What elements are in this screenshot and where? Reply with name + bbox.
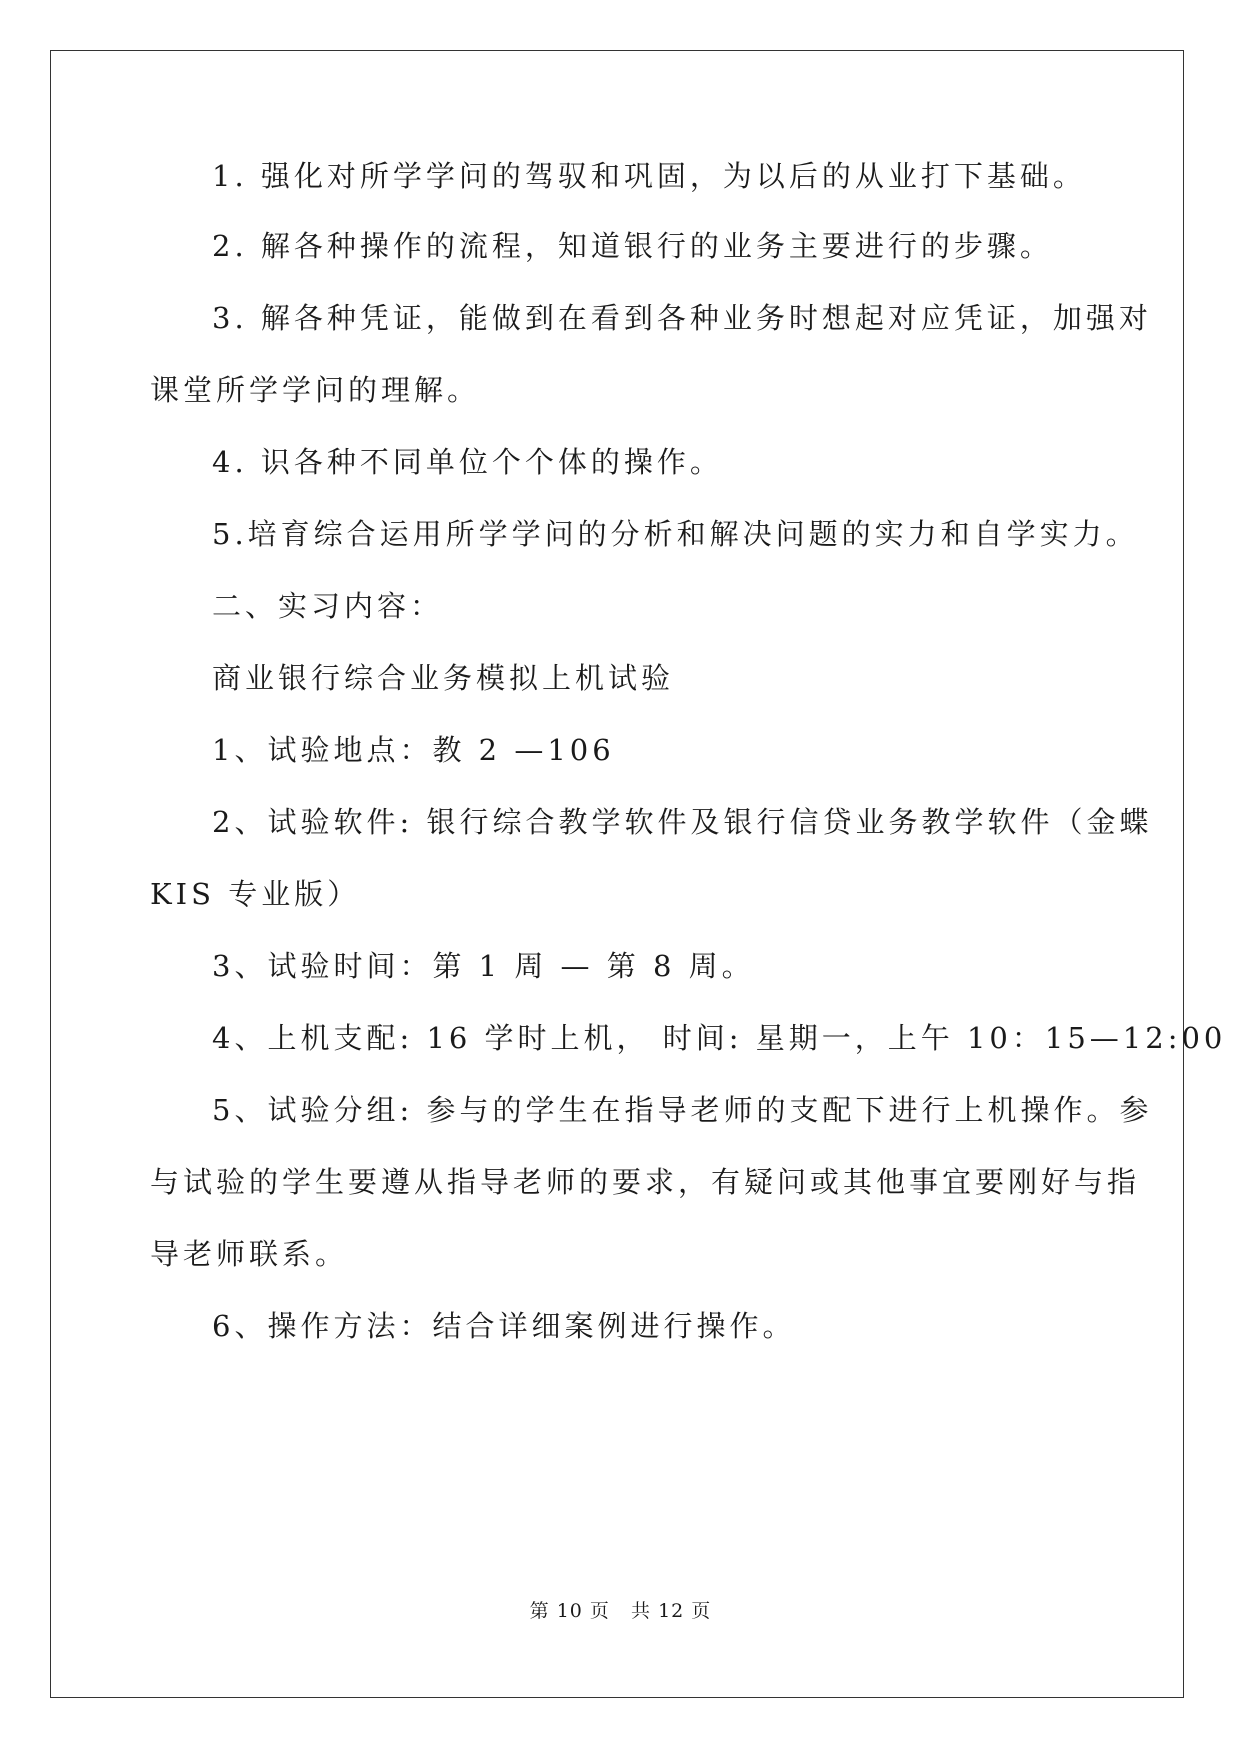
experiment-time: 3、试验时间：第 1 周 — 第 8 周。 (212, 949, 755, 983)
objective-5: 5.培育综合运用所学学问的分析和解决问题的实力和自学实力。 (212, 517, 1139, 551)
objective-1: 1. 强化对所学学问的驾驭和巩固，为以后的从业打下基础。 (212, 159, 1086, 193)
operation-method: 6、操作方法：结合详细案例进行操作。 (212, 1309, 796, 1343)
grouping-line-1: 5、试验分组: 参与的学生在指导老师的支配下进行上机操作。参 (212, 1093, 1153, 1127)
lab-schedule: 4、上机支配: 16 学时上机， 时间: 星期一，上午 10：15—12:00 (212, 1021, 1227, 1055)
grouping-line-3: 导老师联系。 (150, 1237, 349, 1271)
experiment-software-line-2: KIS 专业版） (150, 877, 361, 911)
objective-3-line-2: 课堂所学学问的理解。 (150, 373, 481, 407)
page-number-footer: 第 10 页 共 12 页 (529, 1600, 712, 1622)
experiment-location: 1、试验地点：教 2 —106 (212, 733, 615, 767)
section-heading: 二、实习内容： (212, 589, 444, 623)
objective-4: 4. 识各种不同单位个个体的操作。 (212, 445, 723, 479)
experiment-software-line-1: 2、试验软件: 银行综合教学软件及银行信贷业务教学软件（金蝶 (212, 805, 1153, 839)
grouping-line-2: 与试验的学生要遵从指导老师的要求，有疑问或其他事宜要刚好与指 (150, 1165, 1141, 1199)
objective-3-line-1: 3. 解各种凭证，能做到在看到各种业务时想起对应凭证，加强对 (212, 301, 1152, 335)
experiment-title: 商业银行综合业务模拟上机试验 (212, 661, 675, 695)
objective-2: 2. 解各种操作的流程，知道银行的业务主要进行的步骤。 (212, 229, 1053, 263)
